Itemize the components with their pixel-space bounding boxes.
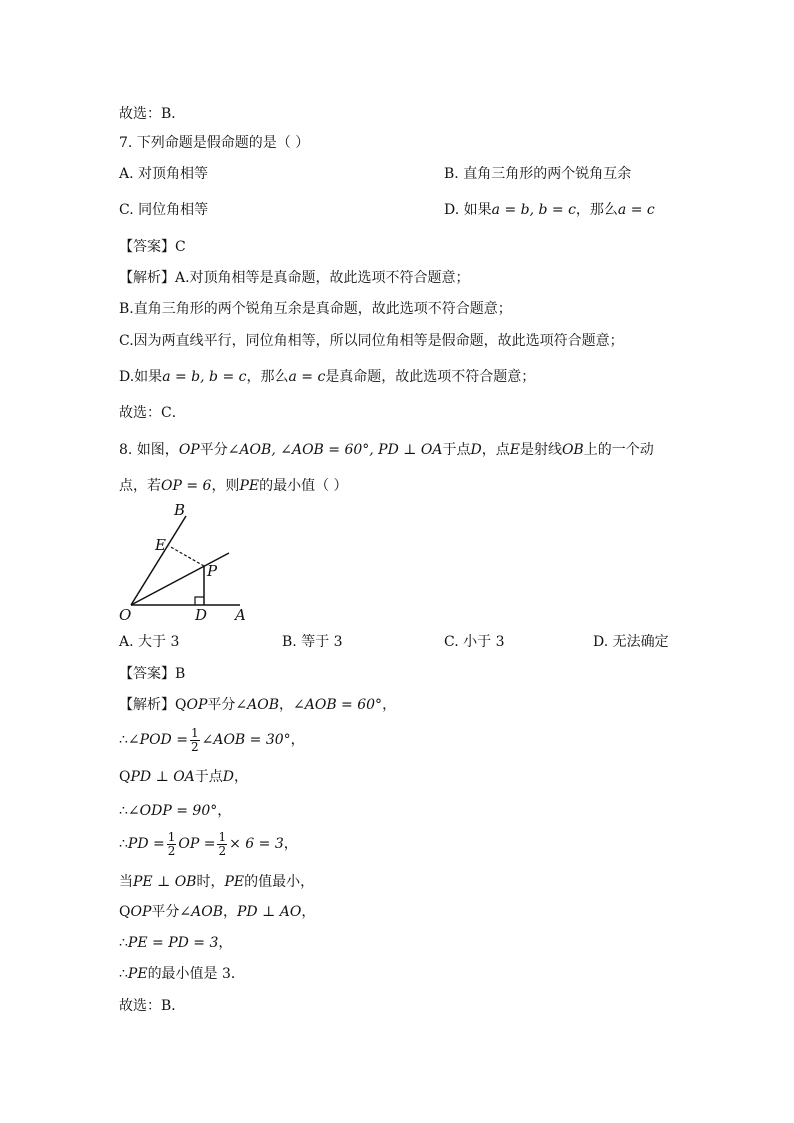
q8-stem2-t2: ，则 <box>211 478 240 494</box>
q8-stem-t4: 是射线 <box>519 442 562 458</box>
q8-s5-t: ， <box>283 836 298 852</box>
q8-solution-step6 <box>119 872 314 892</box>
fraction-half <box>190 727 200 754</box>
therefore-symbol: ∴ <box>119 836 128 852</box>
q8-answer: 【答案】B <box>119 666 186 682</box>
q8-s7-math3: PD ⊥ AO <box>237 904 302 920</box>
q8-s5-math3: × 6 = 3 <box>229 836 284 852</box>
q7-analysis-4-math2: a = c <box>288 369 326 385</box>
q8-stem2-t1: 点，若 <box>119 478 161 494</box>
segment-pe-dashed <box>169 546 204 566</box>
q8-solution-step1 <box>119 695 396 715</box>
q8-s2-math1: ∠POD = <box>127 732 188 748</box>
q8-stem-t3: ，点 <box>481 442 510 458</box>
because-symbol: Q <box>119 904 131 920</box>
ray-ob <box>131 516 186 605</box>
q8-s6-t2: 时， <box>196 874 225 890</box>
q8-stem-math2: ∠AOB, ∠AOB = 60°, PD ⊥ OA <box>227 442 443 458</box>
fraction-half <box>217 831 227 858</box>
label-o: O <box>119 606 132 624</box>
q7-analysis-4-mid: ，那么 <box>246 369 289 385</box>
q8-stem-math1: OP <box>178 442 200 458</box>
q8-s3-t1: 于点 <box>194 769 223 785</box>
q8-solution-step7 <box>119 902 315 922</box>
q8-option-d: D. 无法确定 <box>593 634 669 650</box>
q8-solution-step2 <box>119 725 305 755</box>
q7-stem: 7. 下列命题是假命题的是（ ） <box>119 135 310 151</box>
q8-s1-t3: ， <box>382 697 397 713</box>
q8-stem-line2 <box>119 476 348 496</box>
q8-s1-prefix: 【解析】 <box>119 697 175 713</box>
therefore-symbol: ∴ <box>119 935 128 951</box>
q7-option-c: C. 同位角相等 <box>119 202 209 218</box>
q8-s1-math3: ∠AOB = 60° <box>293 697 383 713</box>
q8-stem-math4: E <box>509 442 520 458</box>
because-symbol: Q <box>175 697 187 713</box>
q8-s2-math2: ∠AOB = 30° <box>201 732 291 748</box>
label-p: P <box>207 562 218 580</box>
fraction-numerator: 1 <box>167 829 176 844</box>
q8-s7-t2: ， <box>223 904 237 920</box>
q8-s6-t3: 的值最小， <box>244 874 315 890</box>
q7-analysis-1: 【解析】A.对顶角相等是真命题，故此选项不符合题意； <box>119 270 470 286</box>
q8-s1-t2: ， <box>279 697 293 713</box>
q8-s5-math2: OP = <box>178 836 216 852</box>
q8-s1-math1: OP <box>186 697 208 713</box>
right-angle-mark <box>195 597 204 605</box>
q7-option-d-prefix: D. 如果 <box>444 202 492 218</box>
geometry-figure <box>115 498 255 628</box>
q7-analysis-2: B.直角三角形的两个锐角互余是真命题，故此选项不符合题意； <box>119 301 512 317</box>
q8-option-c: C. 小于 3 <box>444 634 505 650</box>
q8-solution-step4 <box>119 801 231 821</box>
q8-solution-step3 <box>119 767 248 787</box>
q7-analysis-4-prefix: D.如果 <box>119 369 163 385</box>
q8-s7-math2: ∠AOB <box>179 904 223 920</box>
q8-s9-t: 的最小值是 3． <box>147 966 245 982</box>
q8-conclusion: 故选：B． <box>119 998 186 1014</box>
q8-s8-t: ， <box>218 935 233 951</box>
fraction-numerator: 1 <box>218 829 227 844</box>
because-symbol: Q <box>119 769 131 785</box>
q8-s9-math: PE <box>127 966 148 982</box>
q8-s3-t2: ， <box>234 769 249 785</box>
therefore-symbol: ∴ <box>119 803 128 819</box>
fraction-denominator: 2 <box>218 843 227 858</box>
q8-s4-t: ， <box>217 803 232 819</box>
q8-s8-math: PE = PD = 3 <box>127 935 219 951</box>
fraction-denominator: 2 <box>190 739 199 754</box>
q8-stem2-math2: PE <box>239 478 260 494</box>
q8-s6-t1: 当 <box>119 874 133 890</box>
label-d: D <box>195 606 208 624</box>
label-b: B <box>174 501 186 519</box>
q8-solution-step5 <box>119 829 298 859</box>
fraction-half <box>167 831 177 858</box>
therefore-symbol: ∴ <box>119 966 128 982</box>
q8-stem-num: 8. 如图， <box>119 442 179 458</box>
q8-s7-t3: ， <box>301 904 316 920</box>
q8-stem-math3: D <box>470 442 482 458</box>
prev-conclusion: 故选：B． <box>119 106 186 122</box>
label-e: E <box>155 536 166 554</box>
q8-option-a: A. 大于 3 <box>119 634 180 650</box>
q8-s3-math2: D <box>222 769 235 785</box>
q8-stem2-math1: OP = 6 <box>161 478 212 494</box>
q7-answer: 【答案】C <box>119 239 186 255</box>
q8-stem-t1: 平分 <box>199 442 228 458</box>
q8-s6-math2: PE <box>224 874 245 890</box>
q7-option-a: A. 对顶角相等 <box>119 166 209 182</box>
q8-stem-math5: OB <box>561 442 584 458</box>
q8-stem2-t3: 的最小值（ ） <box>259 478 348 494</box>
fraction-denominator: 2 <box>167 843 176 858</box>
q7-option-d-math1: a = b, b = c <box>491 202 576 218</box>
q8-s5-math1: PD = <box>127 836 165 852</box>
q8-stem-t5: 上的一个动 <box>583 442 654 458</box>
q7-option-d-math2: a = c <box>617 202 655 218</box>
q7-analysis-4-math1: a = b, b = c <box>162 369 247 385</box>
q8-stem-line1 <box>119 440 654 460</box>
therefore-symbol: ∴ <box>119 732 128 748</box>
q8-s6-math1: PE ⊥ OB <box>133 874 197 890</box>
q7-option-b: B. 直角三角形的两个锐角互余 <box>444 166 632 182</box>
fraction-numerator: 1 <box>190 725 199 740</box>
q8-s4-math: ∠ODP = 90° <box>127 803 218 819</box>
q8-option-b: B. 等于 3 <box>282 634 343 650</box>
q8-solution-step8 <box>119 933 232 953</box>
q8-solution-step9 <box>119 964 245 984</box>
q7-option-d <box>444 200 655 220</box>
q8-s1-t1: 平分 <box>207 697 236 713</box>
q7-analysis-4-suffix: 是真命题，故此选项不符合题意； <box>325 369 536 385</box>
q8-s3-math: PD ⊥ OA <box>130 769 195 785</box>
q8-stem-t2: 于点 <box>442 442 471 458</box>
q7-analysis-4 <box>119 367 535 387</box>
q8-s1-math2: ∠AOB <box>235 697 279 713</box>
label-a: A <box>235 606 246 624</box>
q7-analysis-3: C.因为两直线平行，同位角相等，所以同位角相等是假命题，故此选项符合题意； <box>119 333 624 349</box>
q8-s7-t1: 平分 <box>151 904 180 920</box>
q8-s7-math1: OP <box>130 904 152 920</box>
q8-s2-t: ， <box>290 732 305 748</box>
q7-conclusion: 故选：C． <box>119 405 186 421</box>
q7-option-d-mid: ，那么 <box>575 202 618 218</box>
